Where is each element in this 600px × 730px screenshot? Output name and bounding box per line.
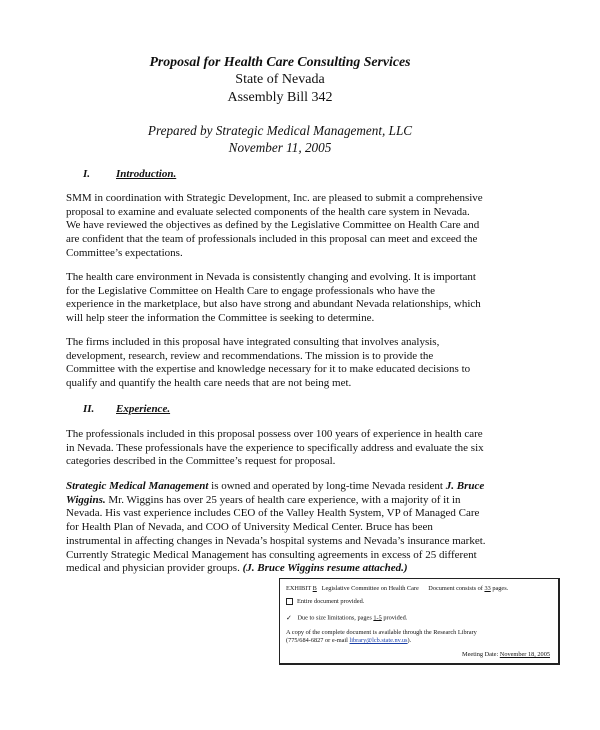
- text-line: for the Legislative Committee on Health Care to engage professionals who have the: [66, 284, 435, 297]
- text-line: Currently Strategic Medical Management has consulting agreements in excess of 25 different: [66, 548, 477, 561]
- pages-suffix: pages.: [492, 585, 509, 592]
- text-fragment: medical and physician provider groups.: [66, 562, 243, 575]
- text-line: We have reviewed the objectives as defined by the Legislative Committee on Health Care and: [66, 219, 480, 232]
- text-line: SMM in coordination with Strategic Development, Inc. are pleased to submit a comprehensive: [66, 192, 483, 204]
- text-line: for Health Plan of Nevada, and COO of University Medical Center. Bruce has been: [66, 521, 433, 534]
- text-line: The firms included in this proposal have integrated consulting that involves analysis,: [66, 336, 440, 348]
- text-line: Committee’s expectations.: [66, 246, 183, 259]
- text-line: categories described in the Committee’s request for proposal.: [66, 455, 336, 468]
- section-title: Introduction.: [116, 168, 177, 180]
- text-fragment: is owned and operated by long-time Nevada resident: [208, 480, 446, 492]
- proposal-date: November 11, 2005: [228, 140, 332, 155]
- state-line: State of Nevada: [235, 72, 325, 87]
- text-line: [66, 494, 506, 508]
- prepared-by: Prepared by Strategic Medical Management, LLC: [147, 123, 413, 138]
- text-line: Nevada. His vast experience includes CEO of the Valley Health System, VP of Managed Care: [66, 507, 480, 520]
- option-partial-pages: [286, 614, 407, 622]
- checkmark-icon: ✓: [286, 614, 292, 622]
- copy-availability-line: A copy of the complete document is available through the Research Library: [286, 629, 477, 636]
- text-fragment: Mr. Wiggins has over 25 years of health care experience, with a majority of it in: [105, 493, 461, 506]
- contact-suffix: ).: [407, 637, 412, 644]
- text-line: qualify and quantify the health care needs that are not being met.: [66, 377, 352, 390]
- resume-note: (J. Bruce Wiggins resume attached.): [242, 562, 408, 575]
- committee-name: Legislative Committee on Health Care: [321, 585, 419, 592]
- text-line: are confident that the team of professionals included in this proposal can meet and exceed the: [66, 233, 478, 246]
- phone-text: (775/684-6827 or e-mail: [286, 637, 348, 644]
- option-suffix: provided.: [383, 614, 408, 622]
- text-line: instrumental in affecting changes in Nevada’s hospital systems and Nevada’s insurance market.: [66, 534, 486, 547]
- proposal-title: Proposal for Health Care Consulting Services: [149, 54, 411, 69]
- text-line: [66, 562, 506, 576]
- intro-paragraph-3: [66, 336, 506, 391]
- checkbox-icon: [286, 598, 293, 605]
- text-line: The health care environment in Nevada is consistently changing and evolving. It is important: [66, 271, 476, 283]
- person-name: J. Bruce: [445, 480, 485, 492]
- text-line: Committee with the expertise and knowledge necessary for it to make educated decisions to: [66, 363, 471, 376]
- person-name: Wiggins.: [66, 493, 106, 506]
- option-entire-document: [286, 598, 364, 606]
- page-range: 1-5: [373, 614, 382, 622]
- text-line: The professionals included in this proposal possess over 100 years of experience in health care: [66, 428, 483, 440]
- exhibit-header-row: [286, 585, 508, 593]
- bill-line: Assembly Bill 342: [227, 90, 333, 105]
- intro-paragraph-2: [66, 271, 506, 326]
- text-line: development, research, review and recommendations. The mission is to provide the: [66, 349, 434, 362]
- exhibit-letter: B: [312, 585, 317, 592]
- text-line: proposal to examine and evaluate selected components of the health care system in Nevada.: [66, 205, 470, 218]
- library-email-link[interactable]: library@lcb.state.nv.us: [349, 637, 408, 644]
- text-line: in Nevada. These professionals have the experience to specifically address and evaluate the six: [66, 441, 484, 454]
- section-title: Experience.: [116, 403, 171, 415]
- text-line: will help steer the information the Committee is seeking to determine.: [66, 312, 375, 325]
- exhibit-stamp-box: [279, 578, 560, 665]
- section-number: I.: [83, 168, 91, 180]
- company-name: Strategic Medical Management: [66, 480, 209, 492]
- contact-line: [286, 637, 411, 645]
- page-count: 33: [484, 585, 491, 592]
- text-line: [66, 480, 506, 494]
- text-line: experience in the marketplace, but also have strong and abundant Nevada relationships, which: [66, 298, 481, 311]
- experience-paragraph-2: [66, 480, 506, 576]
- option-label: Entire document provided.: [297, 598, 365, 605]
- option-label: Due to size limitations, pages: [297, 614, 372, 622]
- consists-prefix: Document consists of: [428, 585, 483, 592]
- exhibit-label: EXHIBIT: [286, 585, 312, 592]
- meeting-date: November 18, 2005: [499, 651, 550, 658]
- meeting-label: Meeting Date:: [462, 651, 499, 658]
- section-number: II.: [83, 403, 95, 415]
- meeting-date-row: [462, 651, 550, 659]
- experience-paragraph-1: [66, 428, 506, 469]
- intro-paragraph-1: [66, 192, 506, 261]
